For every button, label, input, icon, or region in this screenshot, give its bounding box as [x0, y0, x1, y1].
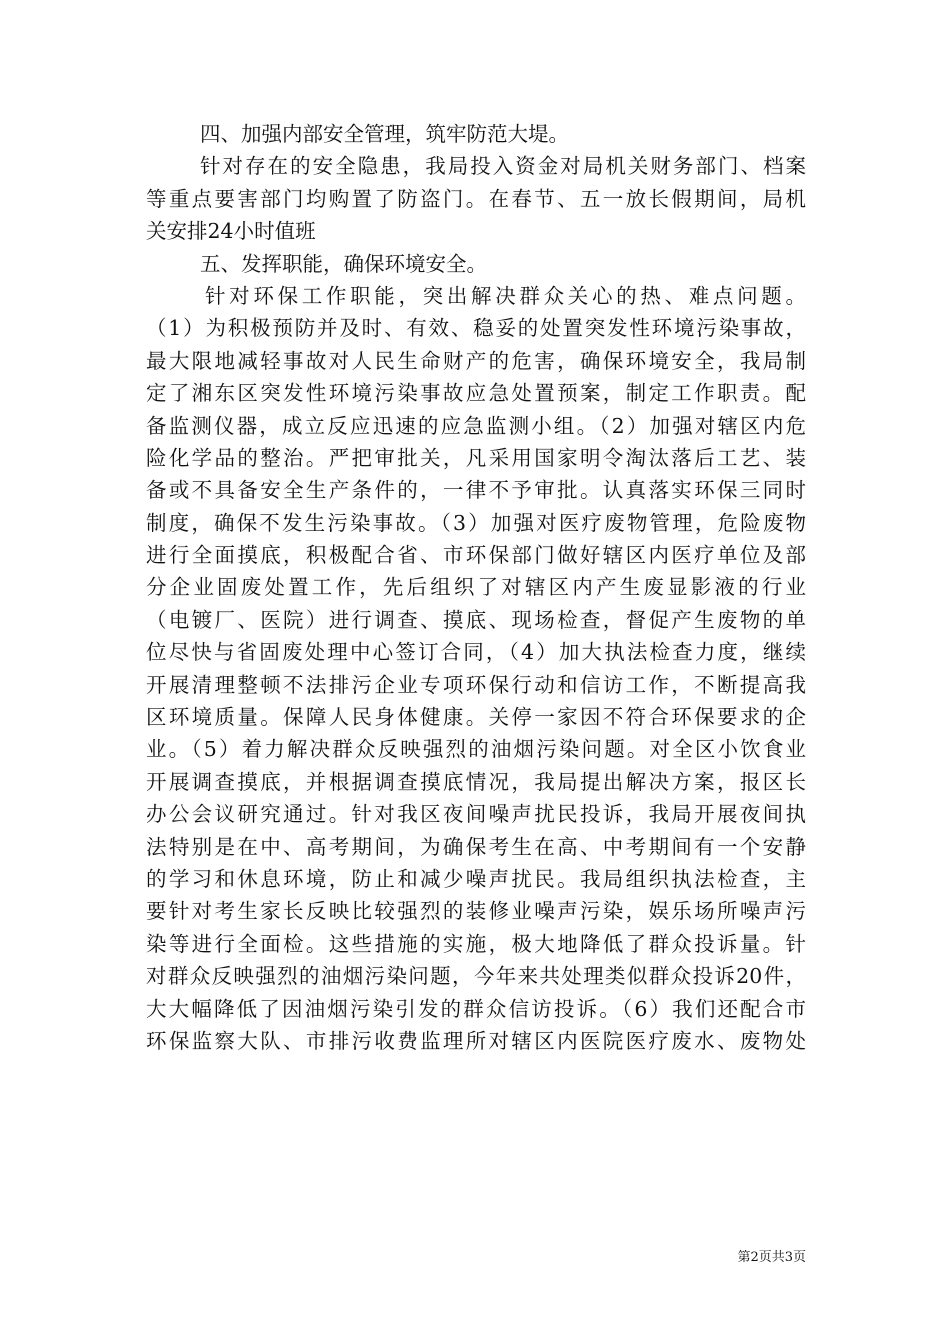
text-line: 的学习和休息环境，防止和减少噪声扰民。我局组织执法检查，主 [146, 866, 806, 891]
text-line: 针对存在的安全隐患，我局投入资金对局机关财务部门、档案 [200, 154, 806, 179]
text-line: （电镀厂、医院）进行调查、摸底、现场检查，督促产生废物的单 [146, 607, 806, 632]
text-line: 制度，确保不发生污染事故。（3）加强对医疗废物管理，危险废物 [146, 510, 806, 535]
page-number: 第2页共3页 [737, 1250, 806, 1265]
text-line: 四、加强内部安全管理，筑牢防范大堤。 [200, 122, 569, 146]
text-line: 位尽快与省固废处理中心签订合同，（4）加大执法检查力度，继续 [146, 640, 806, 665]
text-line: 对群众反映强烈的油烟污染问题，今年来共处理类似群众投诉20件， [146, 964, 806, 989]
text-line: 定了湘东区突发性环境污染事故应急处置预案，制定工作职责。配 [146, 381, 806, 406]
text-line: 业。（5）着力解决群众反映强烈的油烟污染问题。对全区小饮食业 [146, 737, 806, 762]
text-line: 备监测仪器，成立反应迅速的应急监测小组。（2）加强对辖区内危 [146, 413, 806, 438]
text-line: 备或不具备安全生产条件的，一律不予审批。认真落实环保三同时 [146, 478, 806, 503]
text-line: 关安排24小时值班 [146, 219, 316, 244]
text-line: 分企业固废处置工作，先后组织了对辖区内产生废显影液的行业 [146, 575, 806, 600]
text-line: 险化学品的整治。严把审批关，凡采用国家明令淘汰落后工艺、装 [146, 445, 806, 470]
document-body [146, 118, 806, 1057]
text-line: 五、发挥职能，确保环境安全。 [200, 251, 487, 276]
text-line: （1）为积极预防并及时、有效、稳妥的处置突发性环境污染事故， [146, 316, 806, 341]
text-line: 环保监察大队、市排污收费监理所对辖区内医院医疗废水、废物处 [146, 1028, 806, 1053]
text-line: 染等进行全面检。这些措施的实施，极大地降低了群众投诉量。针 [146, 931, 806, 956]
text-line: 开展清理整顿不法排污企业专项环保行动和信访工作，不断提高我 [146, 672, 806, 697]
text-line: 办公会议研究通过。针对我区夜间噪声扰民投诉，我局开展夜间执 [146, 802, 806, 827]
text-line: 进行全面摸底，积极配合省、市环保部门做好辖区内医疗单位及部 [146, 543, 806, 568]
text-line: 大大幅降低了因油烟污染引发的群众信访投诉。（6）我们还配合市 [146, 996, 806, 1021]
text-line: 开展调查摸底，并根据调查摸底情况，我局提出解决方案，报区长 [146, 769, 806, 794]
text-line: 等重点要害部门均购置了防盗门。在春节、五一放长假期间，局机 [146, 186, 806, 211]
text-line: 最大限地减轻事故对人民生命财产的危害，确保环境安全，我局制 [146, 348, 806, 373]
text-line: 针对环保工作职能，突出解决群众关心的热、难点问题。 [205, 283, 806, 308]
text-line: 法特别是在中、高考期间，为确保考生在高、中考期间有一个安静 [146, 834, 806, 859]
text-line: 要针对考生家长反映比较强烈的装修业噪声污染，娱乐场所噪声污 [146, 899, 806, 924]
text-line: 区环境质量。保障人民身体健康。关停一家因不符合环保要求的企 [146, 705, 806, 730]
